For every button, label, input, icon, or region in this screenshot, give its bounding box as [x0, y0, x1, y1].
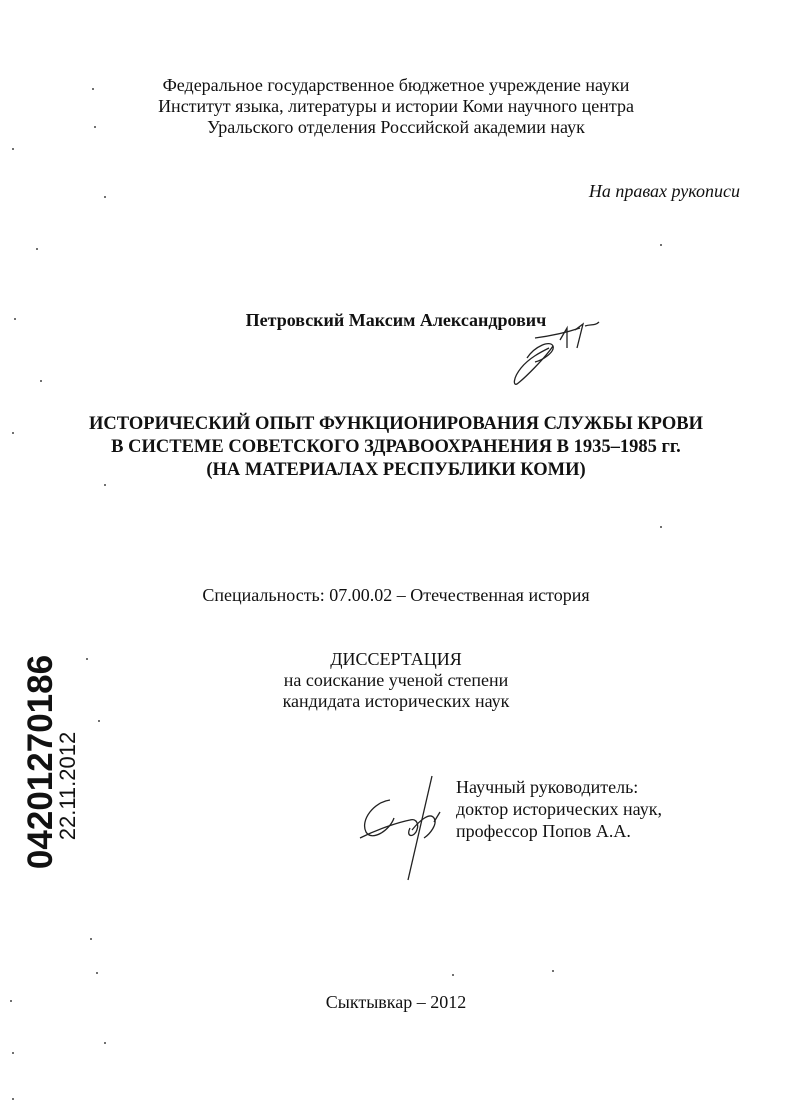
author-name: Петровский Максим Александрович — [245, 310, 547, 330]
scan-speck — [36, 248, 38, 250]
title-line-1: ИСТОРИЧЕСКИЙ ОПЫТ ФУНКЦИОНИРОВАНИЯ СЛУЖБЫ КРОВИ — [89, 414, 703, 434]
supervisor-line-2: доктор исторических наук, — [456, 799, 662, 819]
degree-purpose-line-2: кандидата исторических наук — [282, 691, 510, 711]
scan-speck — [98, 720, 100, 722]
institution-line-2: Институт языка, литературы и истории Коми научного центра — [158, 96, 634, 116]
scan-speck — [552, 970, 554, 972]
scan-speck — [90, 938, 92, 940]
scan-speck — [14, 318, 16, 320]
supervisor-line-3: профессор Попов А.А. — [456, 821, 631, 841]
scan-speck — [12, 1098, 14, 1100]
specialty-text: Специальность: 07.00.02 – Отечественная история — [202, 585, 590, 605]
place-year-text: Сыктывкар – 2012 — [325, 992, 467, 1012]
title-line-3: (НА МАТЕРИАЛАХ РЕСПУБЛИКИ КОМИ) — [206, 460, 586, 480]
degree-purpose-line-1: на соискание ученой степени — [283, 670, 509, 690]
dissertation-type — [0, 649, 792, 712]
scan-speck — [40, 380, 42, 382]
scan-speck — [86, 658, 88, 660]
supervisor-info — [456, 776, 662, 842]
dissertation-heading: ДИССЕРТАЦИЯ — [330, 649, 462, 669]
institution-line-1: Федеральное государственное бюджетное учреждение науки — [162, 75, 630, 95]
dissertation-title — [0, 413, 792, 482]
scan-speck — [96, 972, 98, 974]
scan-speck — [104, 484, 106, 486]
institution-header — [0, 75, 792, 138]
scan-speck — [104, 196, 106, 198]
title-line-2: В СИСТЕМЕ СОВЕТСКОГО ЗДРАВООХРАНЕНИЯ В 1935–1985 гг. — [111, 437, 681, 457]
scan-speck — [12, 1052, 14, 1054]
library-stamp-date: 22.11.2012 — [55, 731, 80, 841]
place-year — [0, 992, 792, 1013]
scan-speck — [452, 974, 454, 976]
supervisor-signature — [350, 772, 450, 888]
scan-speck — [660, 244, 662, 246]
specialty — [0, 585, 792, 606]
scan-speck — [94, 126, 96, 128]
scan-speck — [12, 148, 14, 150]
author-signature — [505, 318, 605, 390]
scan-speck — [12, 432, 14, 434]
manuscript-rights-note: На правах рукописи — [588, 181, 740, 201]
scan-speck — [10, 1000, 12, 1002]
scan-speck — [660, 526, 662, 528]
institution-line-3: Уральского отделения Российской академии наук — [207, 117, 585, 137]
scan-speck — [104, 1042, 106, 1044]
supervisor-line-1: Научный руководитель: — [456, 777, 639, 797]
scan-speck — [92, 88, 94, 90]
library-stamp-code: 04201270186 — [21, 654, 60, 870]
